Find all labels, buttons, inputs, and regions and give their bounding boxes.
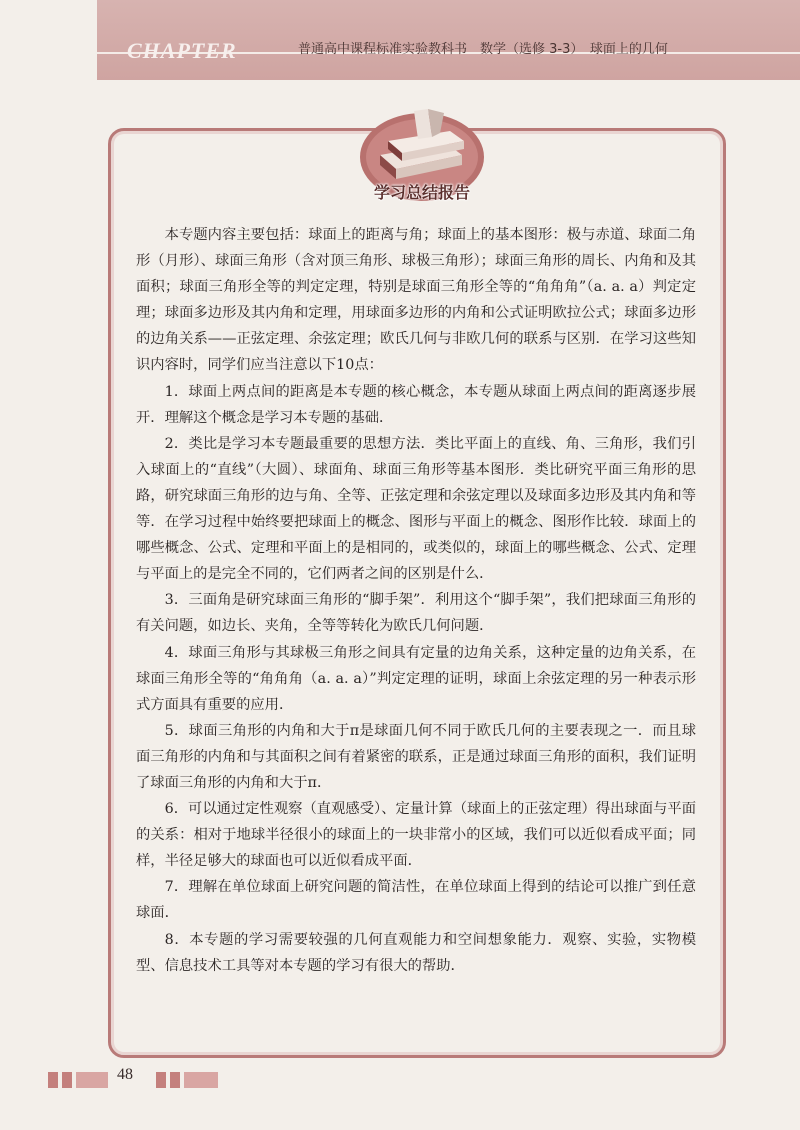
page-number: 48 bbox=[117, 1066, 133, 1083]
point-2-paragraph: 2．类比是学习本专题最重要的思想方法．类比平面上的直线、角、三角形，我们引入球面上的“直线”（大圆）、球面角、球面三角形等基本图形．类比研究平面三角形的思路，研究球面三角形的边与角、全等、正弦定理和余弦定理以及球面多边形及其内角和等等．在学习过程中始终要把球面上的概念、图形与平面上的概念、图形作比较．球面上的哪些概念、公式、定理和平面上的是相同的，或类似的，球面上的哪些概念、公式、定理与平面上的是完全不同的，它们两者之间的区别是什么． bbox=[136, 435, 696, 583]
point-6-paragraph: 6．可以通过定性观察（直观感受）、定量计算（球面上的正弦定理）得出球面与平面的关系：相对于地球半径很小的球面上的一块非常小的区域，我们可以近似看成平面；同样，半径足够大的球面也可以近似看成平面． bbox=[136, 801, 696, 870]
section-title: 学习总结报告 bbox=[373, 183, 470, 202]
point-4-paragraph: 4．球面三角形与其球极三角形之间具有定量的边角关系，这种定量的边角关系，在球面三角形全等的“角角角（a. a. a）”判定定理的证明，球面上余弦定理的另一种表示形式方面具有重要的应用． bbox=[136, 644, 696, 713]
point-7-paragraph: 7．理解在单位球面上研究问题的简洁性，在单位球面上得到的结论可以推广到任意球面． bbox=[136, 879, 696, 922]
point-1-paragraph: 1．球面上两点间的距离是本专题的核心概念，本专题从球面上两点间的距离逐步展开．理解这个概念是学习本专题的基础． bbox=[136, 383, 696, 426]
point-5-paragraph: 5．球面三角形的内角和大于π是球面几何不同于欧氏几何的主要表现之一．而且球面三角形的内角和与其面积之间有着紧密的联系，正是通过球面三角形的面积，我们证明了球面三角形的内角和大于π． bbox=[136, 722, 696, 791]
chapter-label: CHAPTER bbox=[127, 38, 237, 63]
intro-paragraph: 本专题内容主要包括：球面上的距离与角；球面上的基本图形：极与赤道、球面二角形（月形）、球面三角形（含对顶三角形、球极三角形）；球面三角形的周长、内角和及其面积；球面三角形全等的判定定理，特别是球面三角形全等的“角角角”（a. a. a）判定定理；球面多边形及其内角和定理，用球面多边形的内角和公式证明欧拉公式；球面多边形的边角关系——正弦定理、余弦定理；欧氏几何与非欧几何的联系与区别．在学习这些知识内容时，同学们应当注意以下10点： bbox=[136, 227, 696, 374]
point-8-paragraph: 8．本专题的学习需要较强的几何直观能力和空间想象能力．观察、实验，实物模型、信息技术工具等对本专题的学习有很大的帮助． bbox=[136, 931, 696, 974]
summary-body bbox=[136, 222, 696, 979]
point-3-paragraph: 3．三面角是研究球面三角形的“脚手架”．利用这个“脚手架”，我们把球面三角形的有关问题，如边长、夹角，全等等转化为欧氏几何问题． bbox=[136, 592, 696, 635]
book-title: 普通高中课程标准实验教科书 数学（选修 3-3） 球面上的几何 bbox=[298, 42, 668, 57]
